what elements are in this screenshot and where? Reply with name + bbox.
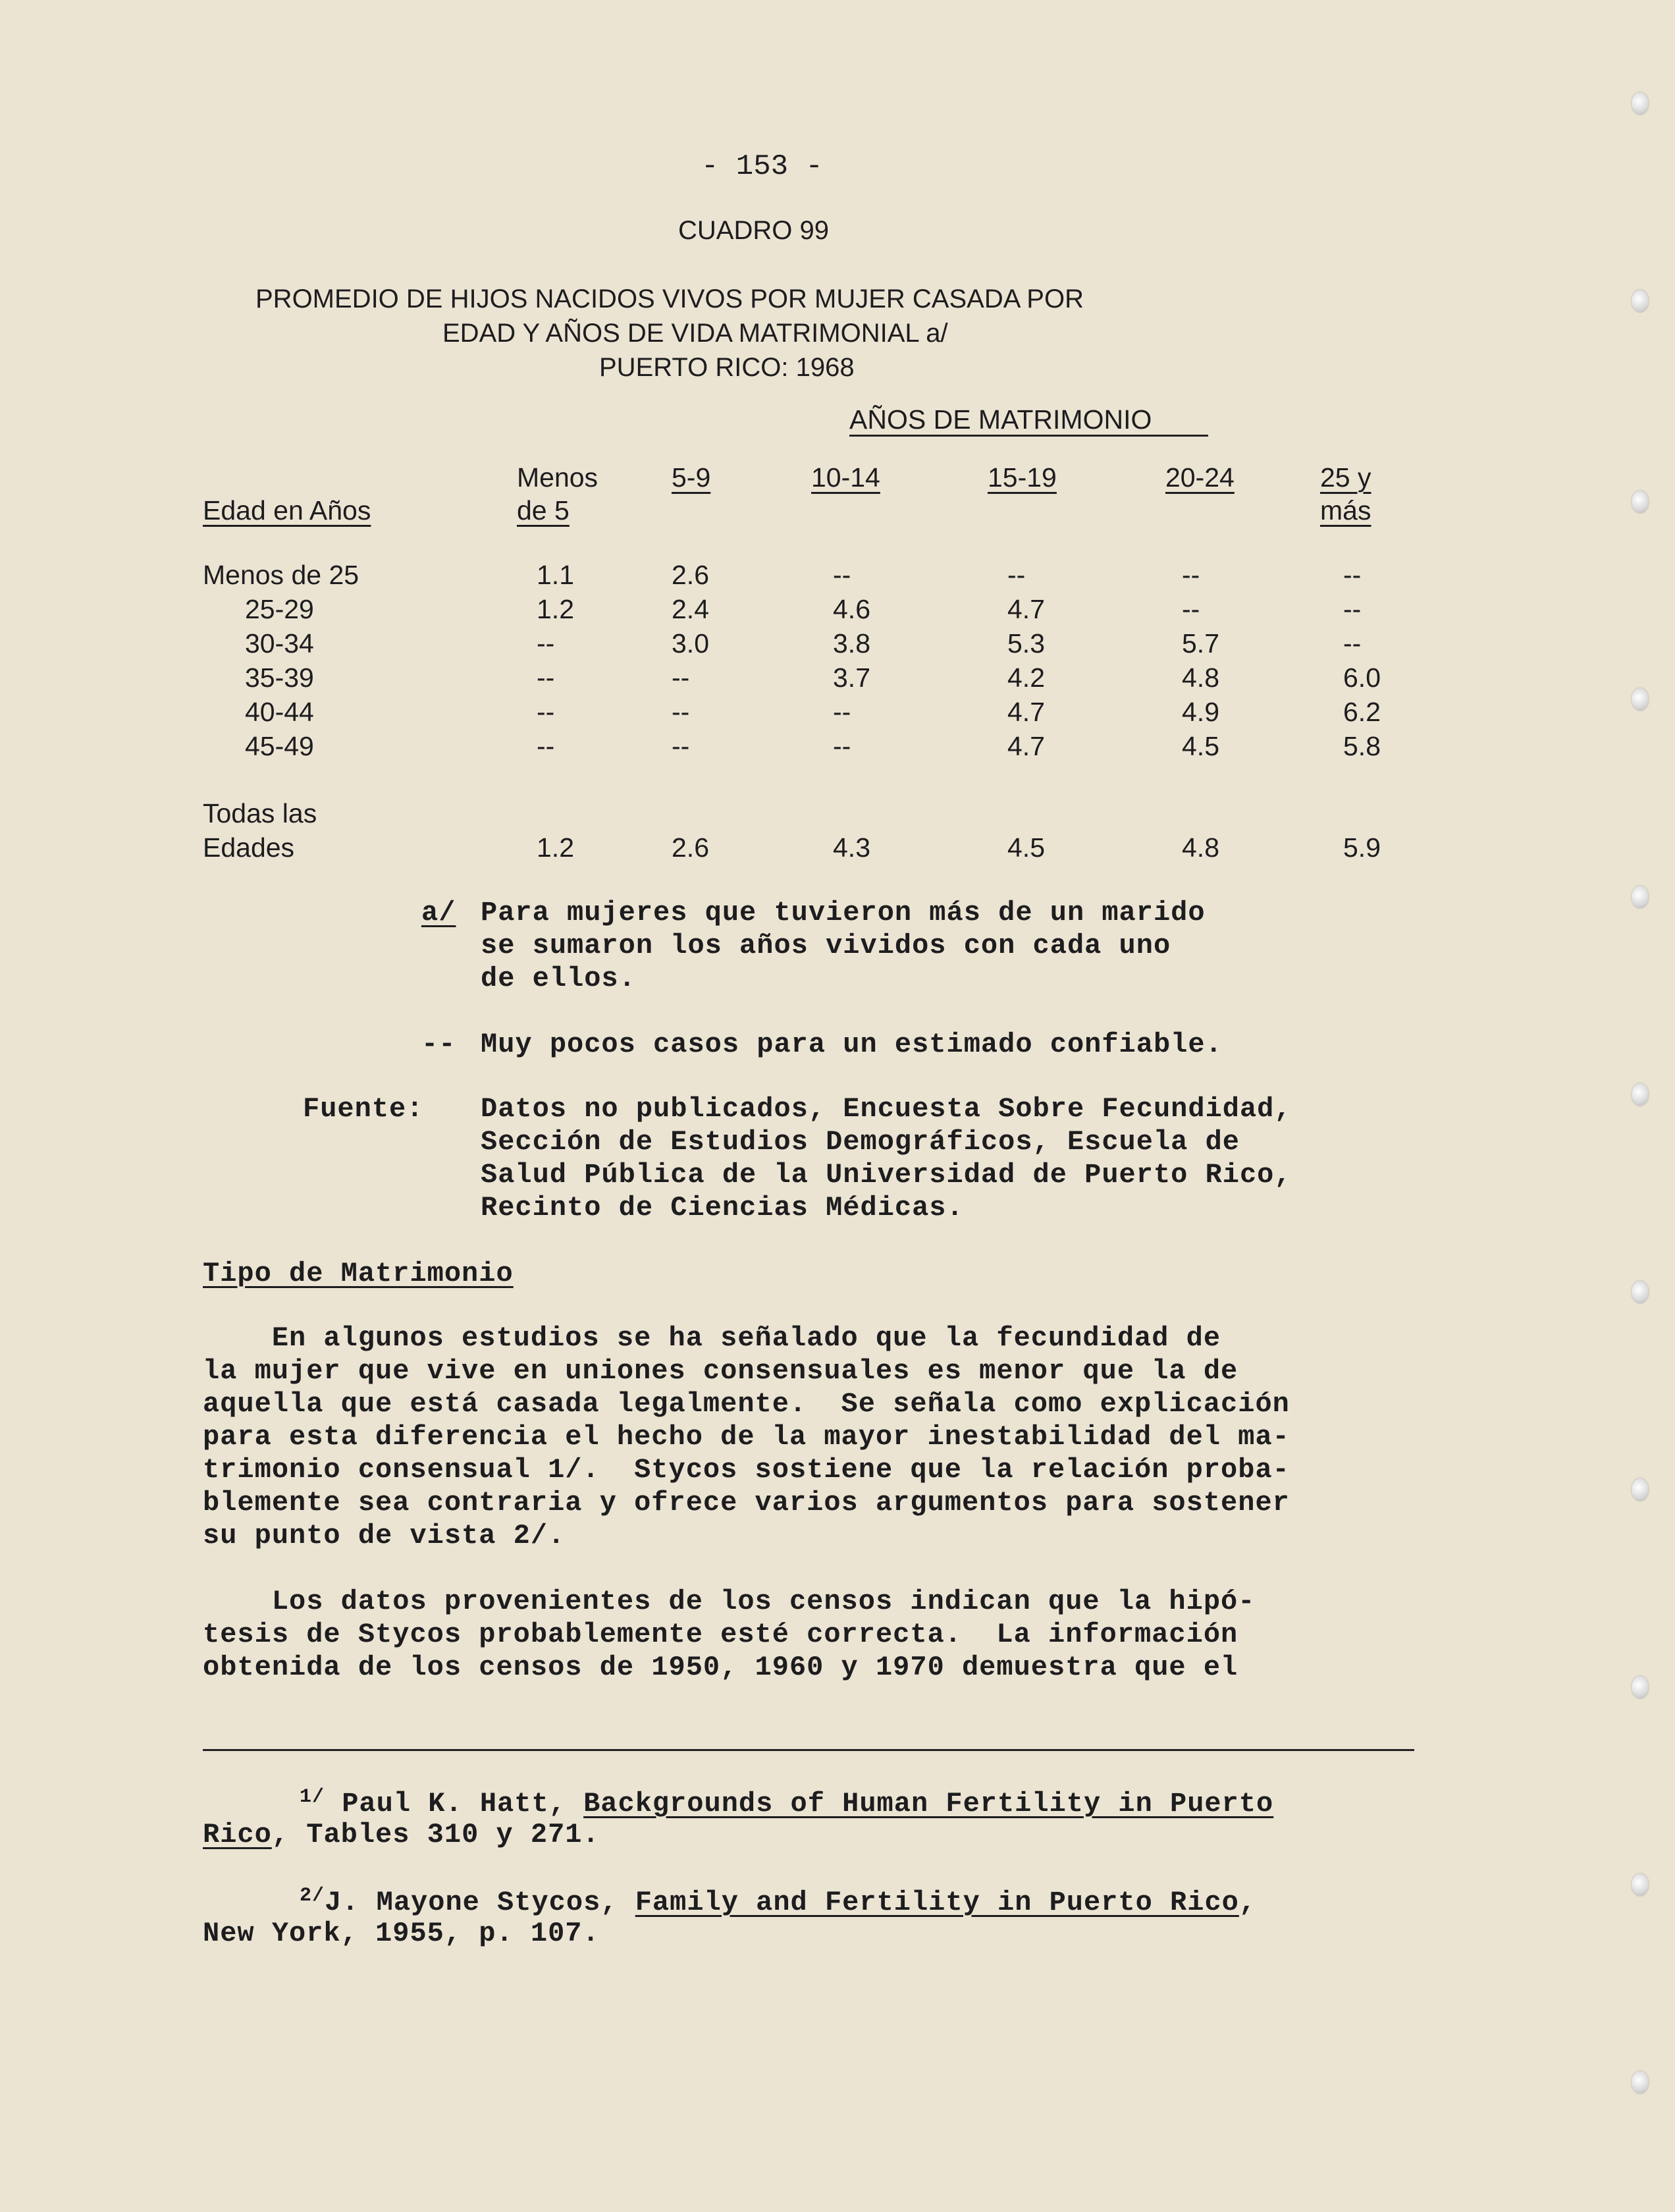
row-label: 40-44 (245, 697, 314, 727)
table-cell: 3.0 (672, 628, 709, 659)
table-cell: 6.0 (1343, 662, 1381, 693)
section-heading: Tipo de Matrimonio (203, 1258, 514, 1289)
note-a-line: de ellos. (481, 963, 636, 994)
table-cell: -- (1182, 560, 1200, 590)
table-cell: 4.7 (1007, 731, 1045, 761)
table-cell: -- (672, 731, 690, 761)
source-label: Fuente: (303, 1093, 424, 1125)
total-label-line-2: Edades (203, 832, 295, 863)
table-cell: -- (1343, 628, 1362, 659)
binder-hole (1632, 688, 1649, 711)
table-cell: -- (833, 697, 851, 727)
paragraph-1-line: aquella que está casada legalmente. Se señala como explicación (203, 1388, 1290, 1420)
table-cell: -- (537, 662, 555, 693)
binder-hole (1632, 92, 1649, 115)
binder-hole (1632, 1676, 1649, 1698)
footnote-separator (203, 1749, 1414, 1751)
row-label: 25-29 (245, 594, 314, 624)
row-label: 35-39 (245, 662, 314, 693)
note-dash-text: Muy pocos casos para un estimado confiable. (481, 1029, 1223, 1060)
note-a-line: se sumaron los años vividos con cada uno (481, 930, 1171, 961)
group-header-rule (849, 435, 1208, 437)
row-label: Menos de 25 (203, 560, 359, 590)
col-header-2: 5-9 (672, 462, 711, 493)
table-cell: 1.1 (537, 560, 574, 590)
table-cell: -- (1343, 594, 1362, 624)
paragraph-2-line: obtenida de los censos de 1950, 1960 y 1970 demuestra que el (203, 1652, 1238, 1683)
table-cell: 4.9 (1182, 697, 1219, 727)
table-cell: 4.5 (1182, 731, 1219, 761)
total-cell: 4.8 (1182, 832, 1219, 863)
row-header: Edad en Años (203, 495, 371, 526)
binder-hole (1632, 2071, 1649, 2093)
footnote-2-author: J. Mayone Stycos, (325, 1887, 635, 1918)
note-dash-marker: -- (421, 1029, 456, 1060)
paragraph-1-line: su punto de vista 2/. (203, 1520, 566, 1551)
table-cell: -- (1343, 560, 1362, 590)
binder-hole (1632, 886, 1649, 908)
table-cell: 6.2 (1343, 697, 1381, 727)
table-title-line-1: PROMEDIO DE HIJOS NACIDOS VIVOS POR MUJER CASADA POR (255, 284, 1084, 313)
table-cell: -- (537, 731, 555, 761)
source-line: Datos no publicados, Encuesta Sobre Fecundidad, (481, 1093, 1292, 1125)
table-cell: -- (833, 560, 851, 590)
paragraph-2-line: Los datos provenientes de los censos indican que la hipó- (203, 1586, 1256, 1617)
total-cell: 5.9 (1343, 832, 1381, 863)
paragraph-1-line: la mujer que vive en uniones consensuales es menor que la de (203, 1355, 1238, 1387)
col-header-6-line-1: 25 y (1320, 462, 1371, 493)
table-cell: 4.8 (1182, 662, 1219, 693)
footnote-2-comma: , (1238, 1887, 1257, 1918)
table-cell: 4.7 (1007, 697, 1045, 727)
footnote-1-title-end: Rico (203, 1819, 272, 1850)
binder-hole (1632, 1083, 1649, 1106)
binder-hole (1632, 1478, 1649, 1501)
note-a-marker: a/ (421, 897, 456, 929)
table-cell: -- (537, 628, 555, 659)
paragraph-1-line: para esta diferencia el hecho de la mayor inestabilidad del ma- (203, 1421, 1290, 1453)
footnote-1-title: Backgrounds of Human Fertility in Puerto (583, 1788, 1274, 1820)
footnote-2-marker: 2/ (300, 1885, 325, 1907)
table-cell: 5.3 (1007, 628, 1045, 659)
note-a-line: Para mujeres que tuvieron más de un marido (481, 897, 1206, 929)
col-header-1-line-1: Menos (517, 462, 598, 493)
col-header-1-line-2: de 5 (517, 495, 570, 526)
total-cell: 2.6 (672, 832, 709, 863)
footnote-2-line-1 (300, 1885, 1256, 1918)
table-number: CUADRO 99 (678, 216, 829, 245)
col-header-3: 10-14 (811, 462, 880, 493)
table-cell: 3.8 (833, 628, 870, 659)
table-title-line-3: PUERTO RICO: 1968 (599, 353, 855, 382)
table-title-line-2: EDAD Y AÑOS DE VIDA MATRIMONIAL a/ (442, 319, 948, 348)
col-header-6-line-2: más (1320, 495, 1371, 526)
footnote-1-line-2 (203, 1819, 600, 1850)
paragraph-2-line: tesis de Stycos probablemente esté correcta. La información (203, 1619, 1238, 1650)
binder-hole (1632, 1281, 1649, 1303)
footnote-2-title: Family and Fertility in Puerto Rico (635, 1887, 1239, 1918)
table-cell: -- (833, 731, 851, 761)
table-cell: 4.7 (1007, 594, 1045, 624)
group-header: AÑOS DE MATRIMONIO (849, 404, 1152, 435)
paragraph-1-line: trimonio consensual 1/. Stycos sostiene que la relación proba- (203, 1454, 1290, 1486)
total-cell: 4.5 (1007, 832, 1045, 863)
table-cell: 4.2 (1007, 662, 1045, 693)
footnote-1-line-1 (300, 1786, 1273, 1820)
footnote-2-line-2: New York, 1955, p. 107. (203, 1918, 600, 1949)
binder-hole (1632, 491, 1649, 513)
table-cell: -- (537, 697, 555, 727)
table-cell: -- (672, 662, 690, 693)
total-cell: 1.2 (537, 832, 574, 863)
table-cell: 4.6 (833, 594, 870, 624)
total-cell: 4.3 (833, 832, 870, 863)
source-line: Sección de Estudios Demográficos, Escuela de (481, 1126, 1240, 1158)
row-label: 30-34 (245, 628, 314, 659)
page-number: - 153 - (701, 150, 823, 183)
source-line: Recinto de Ciencias Médicas. (481, 1192, 964, 1224)
table-cell: 2.4 (672, 594, 709, 624)
binder-hole (1632, 290, 1649, 312)
table-cell: 2.6 (672, 560, 709, 590)
table-cell: 5.7 (1182, 628, 1219, 659)
table-cell: -- (672, 697, 690, 727)
col-header-5: 20-24 (1165, 462, 1235, 493)
table-cell: -- (1007, 560, 1026, 590)
paragraph-1-line: blemente sea contraria y ofrece varios argumentos para sostener (203, 1487, 1290, 1519)
table-cell: 3.7 (833, 662, 870, 693)
table-cell: 1.2 (537, 594, 574, 624)
footnote-1-rest: , Tables 310 y 271. (271, 1819, 600, 1850)
total-label-line-1: Todas las (203, 798, 317, 828)
footnote-1-author: Paul K. Hatt, (325, 1788, 584, 1820)
table-cell: -- (1182, 594, 1200, 624)
binder-hole (1632, 1874, 1649, 1896)
table-cell: 5.8 (1343, 731, 1381, 761)
row-label: 45-49 (245, 731, 314, 761)
source-line: Salud Pública de la Universidad de Puerto Rico, (481, 1159, 1292, 1191)
footnote-1-marker: 1/ (300, 1786, 325, 1808)
col-header-4: 15-19 (988, 462, 1057, 493)
paragraph-1-line: En algunos estudios se ha señalado que la fecundidad de (203, 1322, 1221, 1354)
